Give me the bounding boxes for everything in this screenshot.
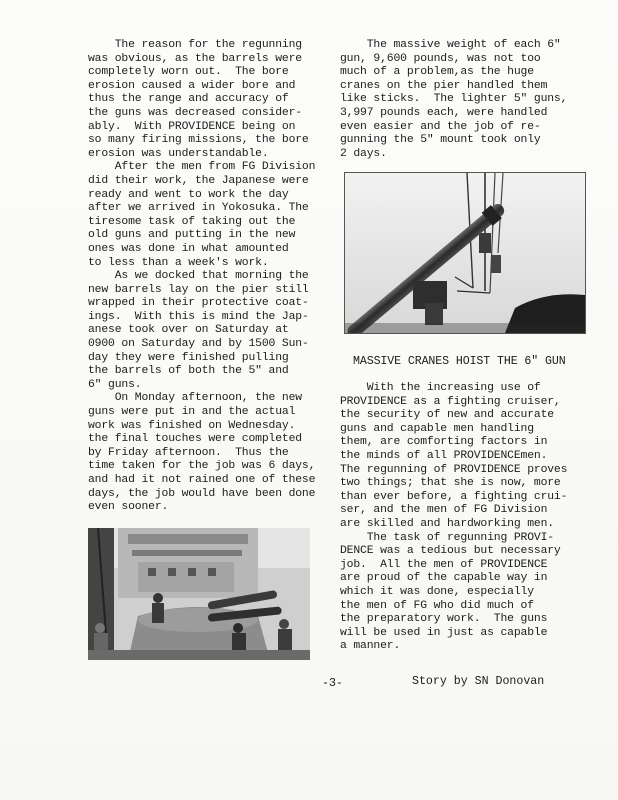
text-line: than ever before, a fighting crui- [340,490,568,503]
text-line: two things; that she is now, more [340,477,561,490]
text-line: 3,997 pounds each, were handled [340,106,548,119]
text-line: will be used in just as capable [340,626,548,639]
text-line: DENCE was a tedious but necessary [340,545,561,558]
text-line: PROVIDENCE as a fighting cruiser, [340,395,561,408]
text-line: day they were finished pulling [88,351,289,364]
text-line: a manner. [340,640,401,653]
text-line: the men of FG who did much of [340,599,534,612]
text-line: ings. With this is mind the Jap- [88,310,309,323]
text-line: guns and capable men handling [340,422,534,435]
text-line: ready and went to work the day [88,188,289,201]
text-line: was obvious, as the barrels were [88,52,302,65]
text-line: anese took over on Saturday at [88,324,289,337]
text-line: erosion was understandable. [88,147,269,160]
text-line: even sooner. [88,501,169,514]
photo-caption: MASSIVE CRANES HOIST THE 6" GUN [353,355,566,368]
text-line: old guns and putting in the new [88,229,296,242]
text-line: ably. With PROVIDENCE being on [88,120,296,133]
text-line: guns were put in and the actual [88,406,296,419]
text-line: 2 days. [340,147,387,160]
text-line: the security of new and accurate [340,409,554,422]
right-column-bottom-text [340,382,590,654]
text-line: The regunning of PROVIDENCE proves [340,463,568,476]
text-line: ser, and the men of FG Division [340,504,548,517]
text-line: The task of regunning PROVI- [340,531,554,544]
cranes-hoisting-gun-photo [344,172,586,334]
text-line: tiresome task of taking out the [88,215,296,228]
text-line: 0900 on Saturday and by 1500 Sun- [88,338,309,351]
text-line: thus the range and accuracy of [88,93,289,106]
text-line: are skilled and hardworking men. [340,517,554,530]
ship-deck-gun-photo [88,528,310,660]
text-line: are proud of the capable way in [340,572,548,585]
cranes-photo-image [345,173,585,333]
text-line: the guns was decreased consider- [88,106,302,119]
text-line: much of a problem,as the huge [340,66,534,79]
text-line: new barrels lay on the pier still [88,283,309,296]
text-line: On Monday afternoon, the new [88,392,302,405]
text-line: did their work, the Japanese were [88,174,309,187]
text-line: by Friday afternoon. Thus the [88,446,289,459]
text-line: after we arrived in Yokosuka. The [88,202,309,215]
left-column-text [88,39,326,515]
text-line: them, are comforting factors in [340,436,548,449]
text-line: days, the job would have been done [88,487,316,500]
text-line: even easier and the job of re- [340,120,541,133]
text-line: work was finished on Wednesday. [88,419,296,432]
text-line: the minds of all PROVIDENCEmen. [340,449,548,462]
text-line: the final touches were completed [88,433,302,446]
text-line: With the increasing use of [340,382,541,394]
text-line: which it was done, especially [340,585,534,598]
text-line: wrapped in their protective coat- [88,297,309,310]
text-line: like sticks. The lighter 5" guns, [340,93,568,106]
text-line: ones was done in what amounted [88,242,289,255]
text-line: gunning the 5" mount took only [340,134,541,147]
deck-photo-image [88,528,310,660]
text-line: After the men from FG Division [88,161,316,174]
text-line: As we docked that morning the [88,270,309,283]
text-line: 6" guns. [88,378,142,391]
text-line: and had it not rained one of these [88,474,316,486]
text-line: so many firing missions, the bore [88,134,309,147]
page-number: -3- [322,677,343,690]
text-line: erosion caused a wider bore and [88,79,296,92]
text-line: The massive weight of each 6" [340,39,561,51]
text-line: time taken for the job was 6 days, [88,460,316,473]
text-line: to less than a week's work. [88,256,269,269]
text-line: cranes on the pier handled them [340,79,548,92]
text-line: completely worn out. The bore [88,66,289,79]
text-line: gun, 9,600 pounds, was not too [340,52,541,65]
text-line: the barrels of both the 5" and [88,365,289,378]
right-column-top-text [340,39,590,161]
story-byline: Story by SN Donovan [412,675,545,688]
text-line: job. All the men of PROVIDENCE [340,558,548,571]
text-line: the preparatory work. The guns [340,613,548,626]
text-line: The reason for the regunning [88,39,302,51]
